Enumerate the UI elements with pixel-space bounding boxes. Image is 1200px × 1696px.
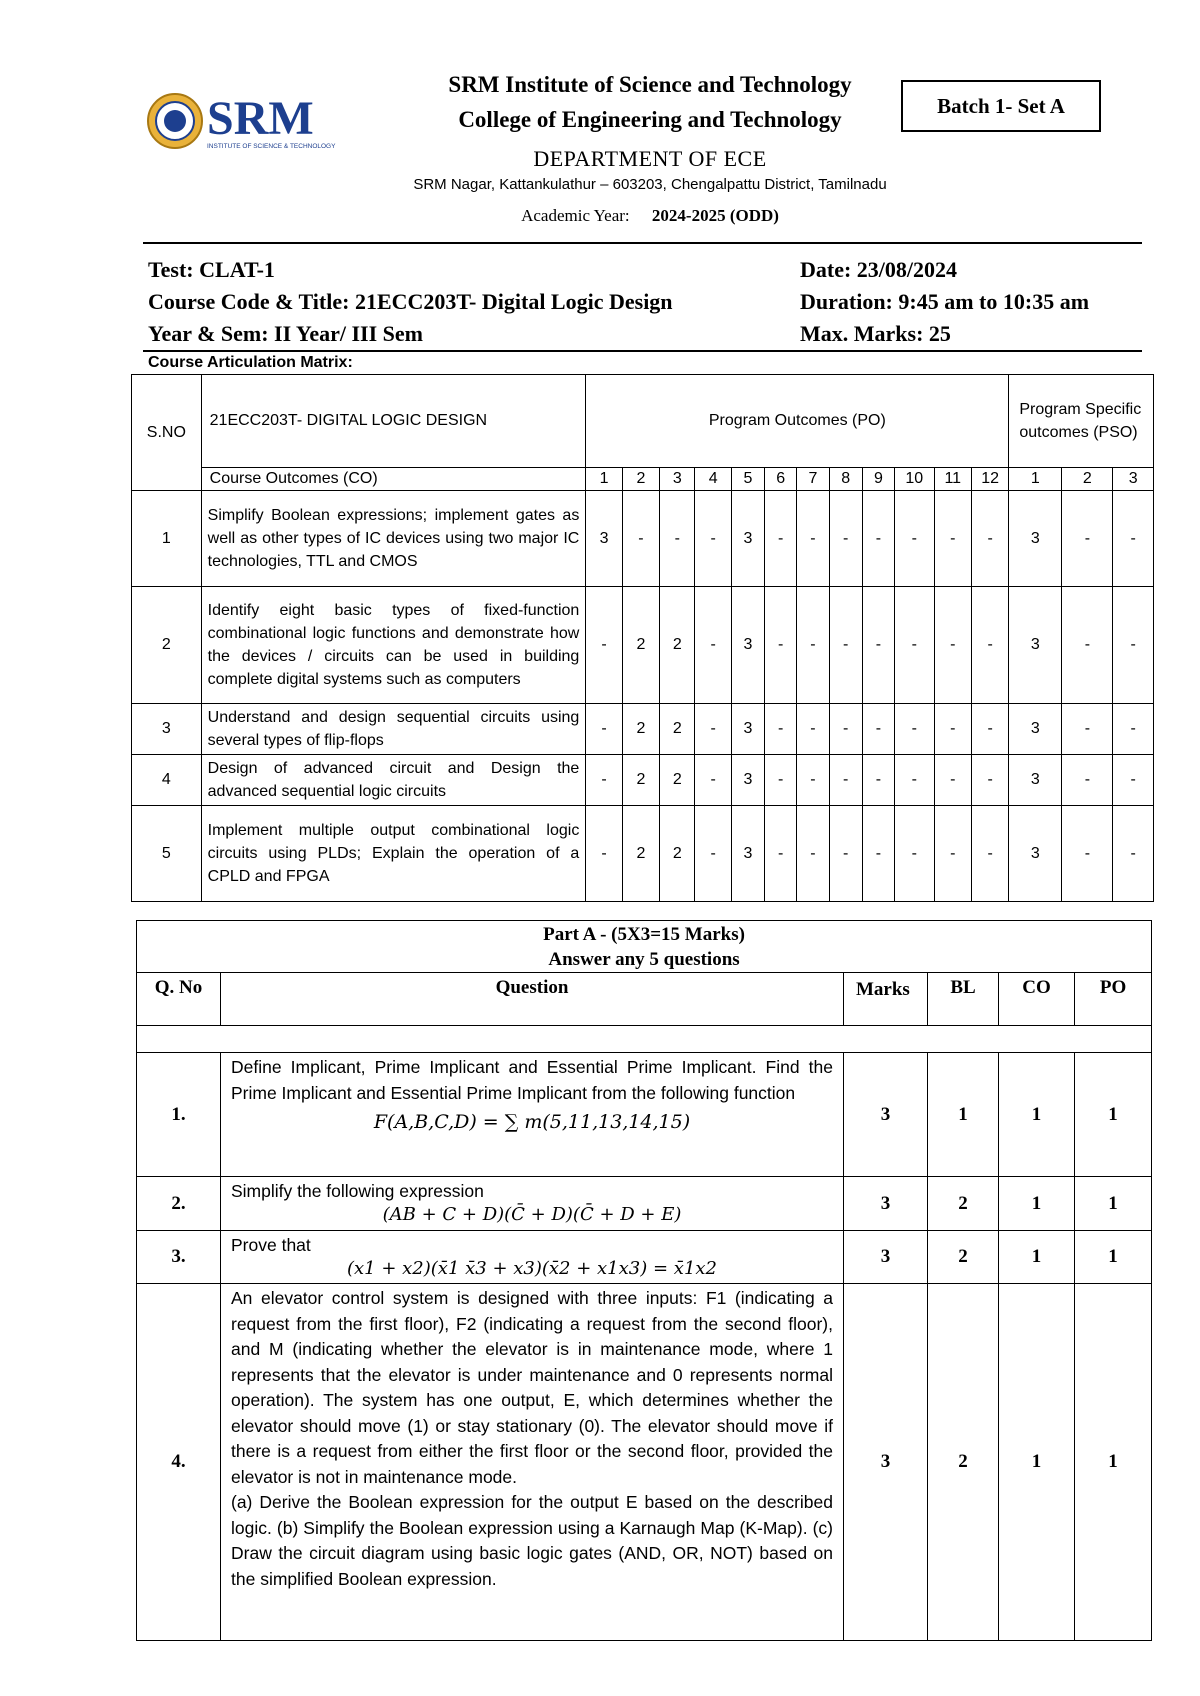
question-marks: 3 [844,1231,928,1284]
matrix-po-value: - [765,704,797,755]
matrix-po-value: - [862,704,894,755]
matrix-pso-value: - [1062,587,1113,704]
question-header: Question [221,973,844,1026]
matrix-subheader-row [132,468,1154,491]
matrix-po-value: - [862,806,894,902]
matrix-po-value: 2 [660,806,695,902]
matrix-po-value: - [971,587,1008,704]
test-name: Test: CLAT-1 [148,257,275,282]
matrix-pso-value: 3 [1009,755,1062,806]
matrix-po-value: - [586,755,622,806]
part-a-header-row [137,973,1152,1026]
po-number: 8 [829,468,862,491]
question-equation: (x1 + x2)(x̄1 x̄3 + x3)(x̄2 + x1x3) = x̄1x2 [347,1258,717,1279]
academic-year-label: Academic Year: [521,206,630,225]
course-header [201,375,586,468]
test-duration: Duration: 9:45 am to 10:35 am [800,289,1090,314]
po-number: 6 [765,468,797,491]
spacer-cell [137,1026,1152,1053]
course-header-name: DIGITAL LOGIC DESIGN [306,412,488,429]
matrix-po-value: - [971,491,1008,587]
question-equation: F(A,B,C,D) = ∑ m(5,11,13,14,15) [373,1111,691,1133]
po-header-part-a: PO [1075,973,1152,1026]
matrix-po-value: - [971,806,1008,902]
matrix-sno: 5 [132,806,202,902]
question-po: 1 [1075,1284,1152,1641]
batch-box: Batch 1- Set A [901,80,1101,132]
question-text: An elevator control system is designed with three inputs: F1 (indicating a request from the first floor), F2 (indicating a request from the second floor), and M (indicating whether the elevator is in maintenance mode, where 1 represents that the elevator is under maintenance and 0 represents normal operation). The system has one output, E, which determines whether the elevator should move (1) or stay stationary (0). The elevator should move if there is a request from either the first floor or the second floor, provided the elevator is not in maintenance mode. [231,1288,833,1487]
po-number: 3 [660,468,695,491]
question-row [137,1231,1152,1284]
matrix-po-value: 2 [660,587,695,704]
part-a-title-cell [137,921,1152,973]
co-header-part-a: CO [999,973,1075,1026]
matrix-po-value: - [829,806,862,902]
question-text-cell [221,1177,844,1231]
question-number: 1. [137,1053,221,1177]
matrix-sno: 3 [132,704,202,755]
matrix-po-value: - [971,704,1008,755]
matrix-po-value: - [695,587,731,704]
part-a-title: Part A - (5X3=15 Marks) [543,923,745,945]
year-sem: Year & Sem: II Year/ III Sem [148,321,423,346]
matrix-pso-value: - [1113,755,1154,806]
articulation-matrix [131,374,1154,902]
matrix-row [132,587,1154,704]
matrix-po-value: 3 [586,491,622,587]
question-bl: 2 [928,1284,999,1641]
pso-header: Program Specific outcomes (PSO) [1009,375,1154,468]
matrix-pso-value: - [1113,587,1154,704]
matrix-row [132,491,1154,587]
matrix-po-value: - [622,491,659,587]
matrix-pso-value: 3 [1009,704,1062,755]
question-bl: 2 [928,1231,999,1284]
matrix-po-value: 3 [731,755,764,806]
matrix-sno: 2 [132,587,202,704]
matrix-po-value: 3 [731,491,764,587]
question-number: 4. [137,1284,221,1641]
address: SRM Nagar, Kattankulathur – 603203, Chengalpattu District, Tamilnadu [413,176,887,193]
po-number: 1 [586,468,622,491]
matrix-pso-value: - [1113,806,1154,902]
matrix-po-value: - [934,704,971,755]
matrix-po-value: 3 [731,704,764,755]
srm-logo-graphic [145,88,350,158]
question-equation: (AB + C + D)(C̄ + D)(C̄ + D + E) [382,1204,682,1225]
matrix-row [132,755,1154,806]
matrix-po-value: 2 [622,704,659,755]
info-divider [143,350,1142,352]
pso-number: 1 [1009,468,1062,491]
matrix-po-value: - [797,587,829,704]
po-number: 7 [797,468,829,491]
matrix-po-value: 2 [622,587,659,704]
matrix-po-value: - [895,587,935,704]
part-a-instruction: Answer any 5 questions [548,948,740,970]
matrix-po-value: - [895,755,935,806]
matrix-pso-value: - [1062,704,1113,755]
co-header: Course Outcomes (CO) [201,468,586,491]
question-po: 1 [1075,1231,1152,1284]
question-po: 1 [1075,1053,1152,1177]
matrix-po-value: 3 [731,587,764,704]
sno-header: S.NO [132,375,202,491]
part-a-title-row [137,921,1152,973]
matrix-po-value: 2 [660,704,695,755]
po-number: 2 [622,468,659,491]
po-number: 4 [695,468,731,491]
matrix-po-value: 3 [731,806,764,902]
institute-name: SRM Institute of Science and Technology [448,72,852,97]
question-marks: 3 [844,1053,928,1177]
matrix-sno: 1 [132,491,202,587]
matrix-body [132,491,1154,902]
college-name: College of Engineering and Technology [458,107,842,132]
matrix-po-value: - [934,587,971,704]
matrix-pso-value: - [1062,755,1113,806]
matrix-po-value: - [797,491,829,587]
question-row [137,1177,1152,1231]
matrix-po-value: - [695,755,731,806]
matrix-po-value: - [934,806,971,902]
matrix-po-value: - [862,755,894,806]
course-header-code: 21ECC203T- [209,412,303,429]
matrix-pso-value: - [1113,491,1154,587]
header-divider [143,242,1142,244]
matrix-po-value: - [586,806,622,902]
logo-subtext: INSTITUTE OF SCIENCE & TECHNOLOGY [207,143,336,150]
matrix-po-value: - [695,806,731,902]
matrix-po-value: - [695,704,731,755]
matrix-po-value: 2 [622,806,659,902]
po-number: 12 [971,468,1008,491]
question-po: 1 [1075,1177,1152,1231]
matrix-po-value: 2 [660,755,695,806]
matrix-pso-value: 3 [1009,806,1062,902]
matrix-po-value: - [895,704,935,755]
matrix-po-value: - [797,704,829,755]
marks-header: Marks [844,973,928,1026]
matrix-pso-value: 3 [1009,587,1062,704]
question-text: Prove that [231,1235,311,1255]
matrix-po-value: - [829,491,862,587]
matrix-course-outcome: Understand and design sequential circuits using several types of flip-flops [201,704,586,755]
matrix-po-value: - [797,806,829,902]
matrix-course-outcome: Simplify Boolean expressions; implement gates as well as other types of IC devices using two major IC technologies, TTL and CMOS [201,491,586,587]
question-number: 2. [137,1177,221,1231]
matrix-po-value: - [660,491,695,587]
question-subparts: (a) Derive the Boolean expression for the output E based on the described logic. (b) Simplify the Boolean expression using a Karnaugh Map (K-Map). (c) Draw the circuit diagram using basic logic gates (AND, OR, NOT) based on the simplified Boolean expression. [231,1492,833,1589]
question-bl: 2 [928,1177,999,1231]
matrix-po-value: - [862,587,894,704]
po-number: 9 [862,468,894,491]
course-title: Course Code & Title: 21ECC203T- Digital Logic Design [148,289,673,314]
spacer-row [137,1026,1152,1053]
question-co: 1 [999,1284,1075,1641]
matrix-row [132,704,1154,755]
matrix-pso-value: - [1062,491,1113,587]
question-text-cell [221,1284,844,1641]
logo-text: SRM [207,92,314,145]
part-a-table [136,920,1152,1641]
department-name: DEPARTMENT OF ECE [533,146,767,171]
question-co: 1 [999,1231,1075,1284]
question-marks: 3 [844,1284,928,1641]
matrix-po-value: - [586,704,622,755]
matrix-course-outcome: Design of advanced circuit and Design the advanced sequential logic circuits [201,755,586,806]
test-date: Date: 23/08/2024 [800,257,958,282]
question-text-cell [221,1053,844,1177]
matrix-po-value: - [765,491,797,587]
matrix-po-value: - [934,491,971,587]
matrix-header-row [132,375,1154,468]
po-number: 10 [895,468,935,491]
matrix-pso-value: - [1113,704,1154,755]
matrix-po-value: - [695,491,731,587]
question-row [137,1284,1152,1641]
po-header: Program Outcomes (PO) [586,375,1009,468]
matrix-po-value: - [895,806,935,902]
question-co: 1 [999,1177,1075,1231]
question-co: 1 [999,1053,1075,1177]
academic-year [330,206,970,226]
articulation-label: Course Articulation Matrix: [148,354,353,371]
matrix-pso-value: 3 [1009,491,1062,587]
matrix-po-value: - [829,755,862,806]
po-number: 5 [731,468,764,491]
question-marks: 3 [844,1177,928,1231]
bl-header: BL [928,973,999,1026]
question-text: Simplify the following expression [231,1181,484,1201]
po-number: 11 [934,468,971,491]
srm-logo [145,88,350,158]
question-row [137,1053,1152,1177]
matrix-po-value: - [829,587,862,704]
max-marks: Max. Marks: 25 [800,321,951,346]
matrix-pso-value: - [1062,806,1113,902]
matrix-po-value: 2 [622,755,659,806]
matrix-po-value: - [862,491,894,587]
matrix-po-value: - [971,755,1008,806]
pso-number: 2 [1062,468,1113,491]
question-bl: 1 [928,1053,999,1177]
matrix-po-value: - [895,491,935,587]
matrix-course-outcome: Implement multiple output combinational logic circuits using PLDs; Explain the operation of a CPLD and FPGA [201,806,586,902]
matrix-po-value: - [765,755,797,806]
question-text-cell [221,1231,844,1284]
qno-header: Q. No [137,973,221,1026]
matrix-po-value: - [934,755,971,806]
pso-number: 3 [1113,468,1154,491]
matrix-po-value: - [765,587,797,704]
matrix-course-outcome: Identify eight basic types of fixed-function combinational logic functions and demonstrate how the devices / circuits can be used in building complete digital systems such as computers [201,587,586,704]
question-text: Define Implicant, Prime Implicant and Essential Prime Implicant. Find the Prime Implicant and Essential Prime Implicant from the following function [231,1057,833,1103]
matrix-po-value: - [829,704,862,755]
matrix-po-value: - [797,755,829,806]
matrix-po-value: - [765,806,797,902]
matrix-po-value: - [586,587,622,704]
matrix-row [132,806,1154,902]
question-number: 3. [137,1231,221,1284]
matrix-sno: 4 [132,755,202,806]
academic-year-value: 2024-2025 (ODD) [651,206,779,225]
